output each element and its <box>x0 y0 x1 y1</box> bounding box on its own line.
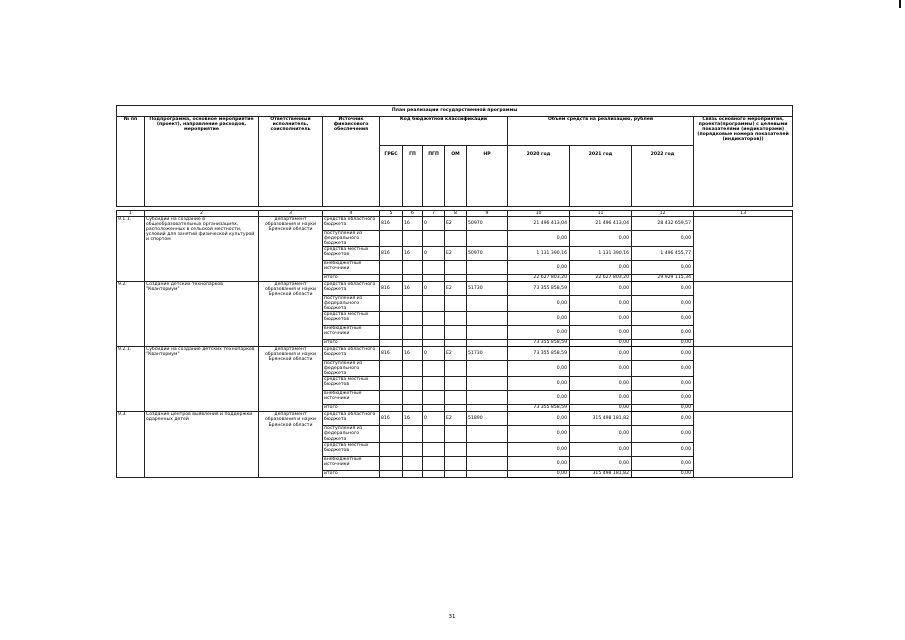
amount-2021: 0,00 <box>570 347 632 361</box>
amount-2020: 0,00 <box>508 377 570 391</box>
total-2021: 0,00 <box>570 340 632 347</box>
indicator-link <box>694 217 793 282</box>
column-number: 12 <box>632 211 694 217</box>
code-gp <box>403 377 423 391</box>
code-grbs <box>380 377 403 391</box>
program-plan-table <box>116 105 793 478</box>
code-grbs <box>380 470 403 477</box>
code-om: Е2 <box>445 347 467 361</box>
table-row <box>117 412 793 426</box>
column-number: 2 <box>145 211 259 217</box>
header-pgp: ПГП <box>423 146 445 207</box>
funding-source: средства областного бюджета <box>323 412 380 426</box>
code-pgp <box>423 361 445 377</box>
amount-2021: 0,00 <box>570 312 632 326</box>
funding-source: внебюджетные источники <box>323 326 380 340</box>
header-num: № пп <box>117 117 145 207</box>
code-gp: 16 <box>403 347 423 361</box>
code-nr: 50970 <box>467 247 508 261</box>
column-number: 1 <box>117 211 145 217</box>
indicator-link <box>694 282 793 347</box>
code-grbs <box>380 296 403 312</box>
funding-source: внебюджетные источники <box>323 261 380 275</box>
code-grbs: 816 <box>380 412 403 426</box>
code-om <box>445 391 467 405</box>
code-nr: 51730 <box>467 282 508 296</box>
amount-2020: 73 355 858,59 <box>508 347 570 361</box>
column-number: 4 <box>323 211 380 217</box>
code-pgp: 0 <box>423 347 445 361</box>
funding-source-total: итого <box>323 405 380 412</box>
code-nr <box>467 261 508 275</box>
code-gp <box>403 231 423 247</box>
total-2020: 0,00 <box>508 470 570 477</box>
amount-2020: 0,00 <box>508 391 570 405</box>
code-grbs <box>380 340 403 347</box>
code-pgp <box>423 312 445 326</box>
code-grbs <box>380 312 403 326</box>
code-pgp <box>423 261 445 275</box>
code-grbs <box>380 442 403 456</box>
code-grbs <box>380 426 403 442</box>
amount-2021: 0,00 <box>570 377 632 391</box>
total-2020: 73 355 858,59 <box>508 340 570 347</box>
code-gp: 16 <box>403 217 423 231</box>
code-om: Е2 <box>445 412 467 426</box>
amount-2020: 0,00 <box>508 412 570 426</box>
amount-2021: 1 131 390,16 <box>570 247 632 261</box>
code-pgp <box>423 456 445 470</box>
amount-2022: 0,00 <box>632 296 694 312</box>
amount-2020: 0,00 <box>508 312 570 326</box>
code-gp: 16 <box>403 412 423 426</box>
amount-2020: 73 355 858,59 <box>508 282 570 296</box>
header-grbs: ГРБС <box>380 146 403 207</box>
code-pgp <box>423 405 445 412</box>
column-number: 10 <box>508 211 570 217</box>
code-nr <box>467 361 508 377</box>
amount-2021: 21 496 413,04 <box>570 217 632 231</box>
amount-2021: 0,00 <box>570 426 632 442</box>
header-nr: НР <box>467 146 508 207</box>
amount-2021: 0,00 <box>570 442 632 456</box>
total-2020: 22 627 803,20 <box>508 275 570 282</box>
column-number: 9 <box>467 211 508 217</box>
code-om <box>445 275 467 282</box>
code-nr: 51890 <box>467 412 508 426</box>
funding-source: поступления из федерального бюджета <box>323 426 380 442</box>
code-grbs <box>380 326 403 340</box>
header-2020: 2020 год <box>508 146 570 207</box>
code-om <box>445 340 467 347</box>
responsible-executor: департамент образования и науки Брянской области <box>259 347 323 412</box>
code-gp <box>403 275 423 282</box>
header-gp: ГП <box>403 146 423 207</box>
funding-source-total: итого <box>323 275 380 282</box>
code-pgp <box>423 426 445 442</box>
code-gp <box>403 456 423 470</box>
row-number: 9.1.1. <box>117 217 145 282</box>
code-nr <box>467 275 508 282</box>
code-om <box>445 296 467 312</box>
amount-2021: 0,00 <box>570 326 632 340</box>
amount-2022: 0,00 <box>632 326 694 340</box>
code-gp <box>403 405 423 412</box>
total-2021: 315 498 181,82 <box>570 470 632 477</box>
funding-source: средства областного бюджета <box>323 217 380 231</box>
amount-2021: 0,00 <box>570 456 632 470</box>
header-name: Подпрограмма, основное мероприятие (проект), направление расходов, мероприятие <box>145 117 259 207</box>
code-nr <box>467 296 508 312</box>
code-pgp <box>423 377 445 391</box>
amount-2020: 21 496 413,04 <box>508 217 570 231</box>
header-responsible: Ответственный исполнитель, соисполнитель <box>259 117 323 207</box>
code-om: Е2 <box>445 217 467 231</box>
code-gp <box>403 296 423 312</box>
row-number: 9.2.1. <box>117 347 145 412</box>
amount-2020: 0,00 <box>508 426 570 442</box>
total-2022: 0,00 <box>632 340 694 347</box>
code-pgp: 0 <box>423 282 445 296</box>
amount-2022: 0,00 <box>632 282 694 296</box>
funding-source: поступления из федерального бюджета <box>323 296 380 312</box>
table-title: План реализации государственной программы <box>117 106 793 117</box>
amount-2022: 0,00 <box>632 391 694 405</box>
amount-2022: 0,00 <box>632 312 694 326</box>
code-gp <box>403 326 423 340</box>
amount-2021: 315 498 181,82 <box>570 412 632 426</box>
amount-2022: 0,00 <box>632 426 694 442</box>
amount-2021: 0,00 <box>570 361 632 377</box>
amount-2022: 0,00 <box>632 231 694 247</box>
funding-source: внебюджетные источники <box>323 456 380 470</box>
amount-2022: 0,00 <box>632 442 694 456</box>
amount-2020: 0,00 <box>508 231 570 247</box>
code-om <box>445 377 467 391</box>
code-om <box>445 442 467 456</box>
code-om <box>445 470 467 477</box>
header-source: Источник финансового обеспечения <box>323 117 380 207</box>
code-pgp <box>423 470 445 477</box>
code-grbs: 816 <box>380 282 403 296</box>
code-nr <box>467 340 508 347</box>
amount-2022: 0,00 <box>632 361 694 377</box>
code-om <box>445 231 467 247</box>
amount-2020: 0,00 <box>508 361 570 377</box>
code-gp: 16 <box>403 282 423 296</box>
code-om <box>445 361 467 377</box>
funding-source: поступления из федерального бюджета <box>323 231 380 247</box>
funding-source: средства местных бюджетов <box>323 377 380 391</box>
code-gp <box>403 261 423 275</box>
table-row <box>117 217 793 231</box>
funding-source: средства местных бюджетов <box>323 247 380 261</box>
row-number: 9.2. <box>117 282 145 347</box>
amount-2020: 0,00 <box>508 296 570 312</box>
page-number: 31 <box>448 614 456 620</box>
code-nr <box>467 391 508 405</box>
total-2022: 29 929 115,34 <box>632 275 694 282</box>
code-nr <box>467 231 508 247</box>
activity-name: Субсидии на создание детских технопарков "Кванториум" <box>145 347 259 412</box>
responsible-executor: департамент образования и науки Брянской области <box>259 412 323 477</box>
code-pgp <box>423 275 445 282</box>
code-grbs <box>380 456 403 470</box>
code-gp <box>403 312 423 326</box>
code-grbs <box>380 275 403 282</box>
code-grbs <box>380 231 403 247</box>
code-gp <box>403 442 423 456</box>
amount-2020: 0,00 <box>508 442 570 456</box>
code-grbs: 816 <box>380 347 403 361</box>
amount-2022: 0,00 <box>632 261 694 275</box>
code-nr <box>467 405 508 412</box>
code-nr <box>467 326 508 340</box>
column-number: 7 <box>423 211 445 217</box>
code-grbs <box>380 391 403 405</box>
header-2022: 2022 год <box>632 146 694 207</box>
code-nr: 50970 <box>467 217 508 231</box>
header-budget-codes: Код бюджетной классификации <box>380 117 508 146</box>
total-2022: 0,00 <box>632 470 694 477</box>
code-gp <box>403 426 423 442</box>
header-2021: 2021 год <box>570 146 632 207</box>
amount-2022: 0,00 <box>632 412 694 426</box>
header-om: ОМ <box>445 146 467 207</box>
header-amounts: Объём средств на реализацию, рублей <box>508 117 694 146</box>
amount-2021: 0,00 <box>570 231 632 247</box>
column-number: 6 <box>403 211 423 217</box>
responsible-executor: департамент образования и науки Брянской области <box>259 282 323 347</box>
code-nr <box>467 312 508 326</box>
amount-2022: 28 432 659,57 <box>632 217 694 231</box>
code-om <box>445 426 467 442</box>
total-2021: 22 627 803,20 <box>570 275 632 282</box>
table-body <box>117 207 793 478</box>
total-2020: 73 355 858,59 <box>508 405 570 412</box>
code-pgp: 0 <box>423 247 445 261</box>
code-gp <box>403 391 423 405</box>
column-number: 5 <box>380 211 403 217</box>
amount-2022: 0,00 <box>632 456 694 470</box>
code-gp <box>403 470 423 477</box>
code-nr: 51730 <box>467 347 508 361</box>
responsible-executor: департамент образования и науки Брянской области <box>259 217 323 282</box>
code-om <box>445 456 467 470</box>
amount-2021: 0,00 <box>570 391 632 405</box>
code-grbs <box>380 405 403 412</box>
code-nr <box>467 377 508 391</box>
header-link: Связь основного мероприятия, проекта(программы) с целевыми показателями (индикаторами) (порядковые номера показателей (индикаторов)) <box>694 117 793 207</box>
amount-2021: 0,00 <box>570 296 632 312</box>
amount-2021: 0,00 <box>570 282 632 296</box>
table-row <box>117 282 793 296</box>
amount-2021: 0,00 <box>570 261 632 275</box>
funding-source-total: итого <box>323 470 380 477</box>
code-pgp <box>423 391 445 405</box>
row-number: 9.3. <box>117 412 145 477</box>
code-om <box>445 312 467 326</box>
column-number: 3 <box>259 211 323 217</box>
code-grbs <box>380 261 403 275</box>
amount-2022: 0,00 <box>632 377 694 391</box>
funding-source: средства областного бюджета <box>323 347 380 361</box>
code-nr <box>467 470 508 477</box>
code-pgp <box>423 442 445 456</box>
amount-2020: 0,00 <box>508 456 570 470</box>
column-number: 8 <box>445 211 467 217</box>
code-grbs: 816 <box>380 247 403 261</box>
funding-source: поступления из федерального бюджета <box>323 361 380 377</box>
indicator-link <box>694 347 793 412</box>
code-pgp <box>423 231 445 247</box>
code-pgp: 0 <box>423 217 445 231</box>
code-om <box>445 261 467 275</box>
activity-name: Создание центров выявления и поддержки одаренных детей <box>145 412 259 477</box>
amount-2022: 0,00 <box>632 347 694 361</box>
funding-source: средства местных бюджетов <box>323 442 380 456</box>
code-pgp <box>423 296 445 312</box>
funding-source: средства областного бюджета <box>323 282 380 296</box>
code-om: Е2 <box>445 247 467 261</box>
column-number: 11 <box>570 211 632 217</box>
code-grbs <box>380 361 403 377</box>
table-row <box>117 347 793 361</box>
activity-name: Создание детских технопарков "Кванториум" <box>145 282 259 347</box>
code-grbs: 816 <box>380 217 403 231</box>
code-om <box>445 326 467 340</box>
code-pgp <box>423 340 445 347</box>
funding-source: внебюджетные источники <box>323 391 380 405</box>
code-gp <box>403 340 423 347</box>
amount-2020: 0,00 <box>508 261 570 275</box>
code-gp: 16 <box>403 247 423 261</box>
code-om <box>445 405 467 412</box>
total-2022: 0,00 <box>632 405 694 412</box>
indicator-link <box>694 412 793 477</box>
total-2021: 0,00 <box>570 405 632 412</box>
code-om: Е2 <box>445 282 467 296</box>
code-nr <box>467 442 508 456</box>
code-pgp <box>423 326 445 340</box>
code-gp <box>403 361 423 377</box>
column-number: 13 <box>694 211 793 217</box>
funding-source-total: итого <box>323 340 380 347</box>
amount-2022: 1 496 455,77 <box>632 247 694 261</box>
amount-2020: 0,00 <box>508 326 570 340</box>
edge-mark <box>899 0 901 8</box>
code-pgp: 0 <box>423 412 445 426</box>
amount-2020: 1 131 390,16 <box>508 247 570 261</box>
code-nr <box>467 456 508 470</box>
funding-source: средства местных бюджетов <box>323 312 380 326</box>
code-nr <box>467 426 508 442</box>
activity-name: Субсидии на создание в общеобразовательных организациях, расположенных в сельской местности, условий для занятий физической культурой и спортом <box>145 217 259 282</box>
